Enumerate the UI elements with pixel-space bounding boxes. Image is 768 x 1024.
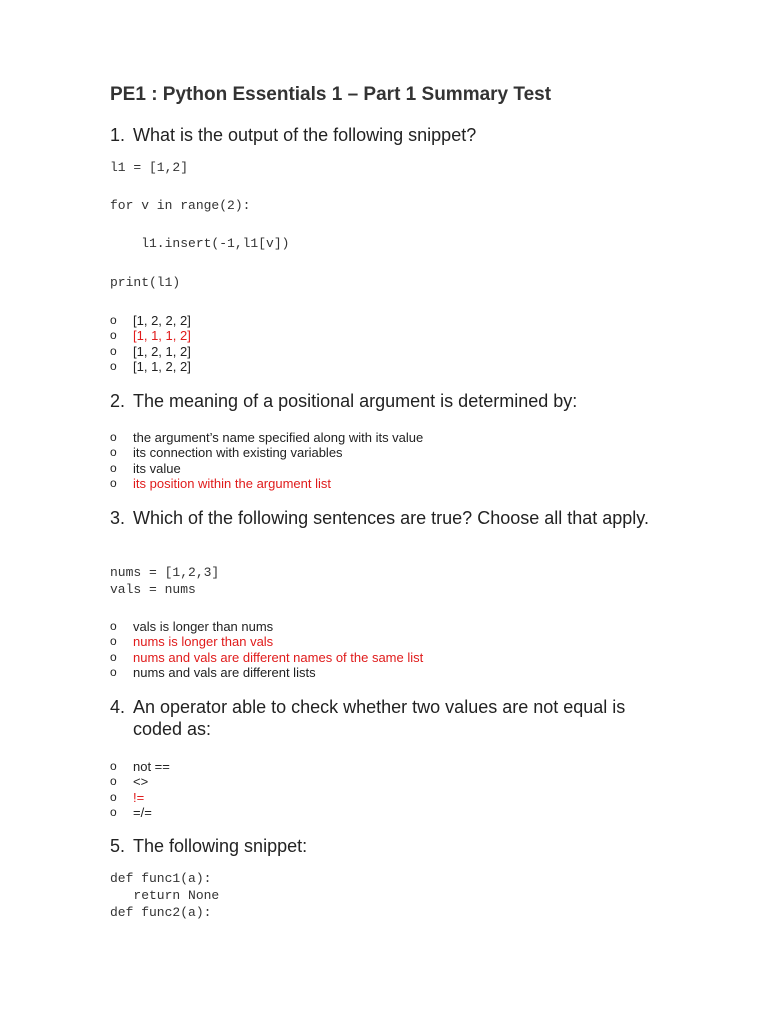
answer-option bbox=[110, 328, 191, 343]
bullet-icon: o bbox=[110, 343, 117, 358]
question-4 bbox=[110, 696, 670, 740]
answer-option bbox=[110, 790, 170, 805]
code-line: print(l1) bbox=[110, 275, 181, 290]
code-line: def func1(a): bbox=[110, 871, 212, 886]
option-text: nums and vals are different names of the same list bbox=[133, 649, 424, 665]
answer-option bbox=[110, 759, 170, 774]
bullet-icon: o bbox=[110, 358, 117, 373]
code-line: vals = nums bbox=[110, 582, 196, 597]
option-text: [1, 1, 1, 2] bbox=[133, 328, 191, 344]
answer-option bbox=[110, 461, 423, 476]
option-text: nums and vals are different lists bbox=[133, 664, 316, 680]
question-text: The meaning of a positional argument is determined by: bbox=[133, 391, 578, 411]
answer-option bbox=[110, 476, 423, 491]
bullet-icon: o bbox=[110, 664, 117, 679]
option-text: its value bbox=[133, 460, 181, 476]
question-3 bbox=[110, 507, 670, 529]
answer-option bbox=[110, 313, 191, 328]
answer-option bbox=[110, 634, 423, 649]
code-line: return None bbox=[110, 888, 220, 903]
answer-option bbox=[110, 665, 423, 680]
bullet-icon: o bbox=[110, 328, 117, 343]
question-text: An operator able to check whether two values are not equal is coded as: bbox=[133, 697, 626, 739]
options-list bbox=[110, 619, 423, 680]
code-line: l1.insert(-1,l1[v]) bbox=[110, 236, 290, 251]
bullet-icon: o bbox=[110, 634, 117, 649]
option-text: [1, 2, 1, 2] bbox=[133, 343, 191, 359]
code-line: nums = [1,2,3] bbox=[110, 565, 220, 580]
bullet-icon: o bbox=[110, 774, 117, 789]
option-text: vals is longer than nums bbox=[133, 619, 274, 634]
answer-option bbox=[110, 650, 423, 665]
answer-option bbox=[110, 805, 170, 820]
bullet-icon: o bbox=[110, 804, 117, 819]
option-text: [1, 2, 2, 2] bbox=[133, 313, 191, 328]
option-text: [1, 1, 2, 2] bbox=[133, 358, 191, 374]
code-line: l1 = [1,2] bbox=[110, 160, 189, 175]
answer-option bbox=[110, 619, 423, 634]
bullet-icon: o bbox=[110, 430, 117, 444]
question-text: What is the output of the following snippet? bbox=[133, 125, 477, 145]
bullet-icon: o bbox=[110, 475, 117, 490]
bullet-icon: o bbox=[110, 789, 117, 804]
bullet-icon: o bbox=[110, 445, 117, 460]
option-text: != bbox=[133, 789, 145, 805]
question-number: 5. bbox=[110, 836, 126, 856]
answer-option bbox=[110, 359, 191, 374]
option-text: its connection with existing variables bbox=[133, 445, 343, 461]
question-number: 2. bbox=[110, 391, 126, 411]
bullet-icon: o bbox=[110, 313, 117, 327]
options-list bbox=[110, 313, 191, 374]
code-line: for v in range(2): bbox=[110, 198, 251, 213]
question-text: Which of the following sentences are true? Choose all that apply. bbox=[133, 508, 649, 528]
option-text: not == bbox=[133, 759, 170, 774]
option-text: its position within the argument list bbox=[133, 475, 331, 491]
option-text: the argument’s name specified along with its value bbox=[133, 430, 424, 445]
answer-option bbox=[110, 344, 191, 359]
document-title: PE1 : Python Essentials 1 – Part 1 Summary Test bbox=[110, 84, 552, 105]
option-text: nums is longer than vals bbox=[133, 634, 274, 650]
question-number: 1. bbox=[110, 125, 126, 145]
question-number: 3. bbox=[110, 508, 126, 528]
question-5 bbox=[110, 835, 670, 857]
answer-option bbox=[110, 430, 423, 445]
options-list bbox=[110, 759, 170, 820]
question-number: 4. bbox=[110, 697, 126, 717]
answer-option bbox=[110, 445, 423, 460]
question-text: The following snippet: bbox=[133, 836, 308, 856]
option-text: <> bbox=[133, 774, 149, 790]
bullet-icon: o bbox=[110, 649, 117, 664]
bullet-icon: o bbox=[110, 759, 117, 773]
bullet-icon: o bbox=[110, 460, 117, 475]
code-line: def func2(a): bbox=[110, 905, 212, 920]
question-2 bbox=[110, 390, 670, 412]
option-text: =/= bbox=[133, 804, 152, 820]
options-list bbox=[110, 430, 423, 491]
question-1 bbox=[110, 124, 670, 146]
answer-option bbox=[110, 774, 170, 789]
bullet-icon: o bbox=[110, 619, 117, 633]
